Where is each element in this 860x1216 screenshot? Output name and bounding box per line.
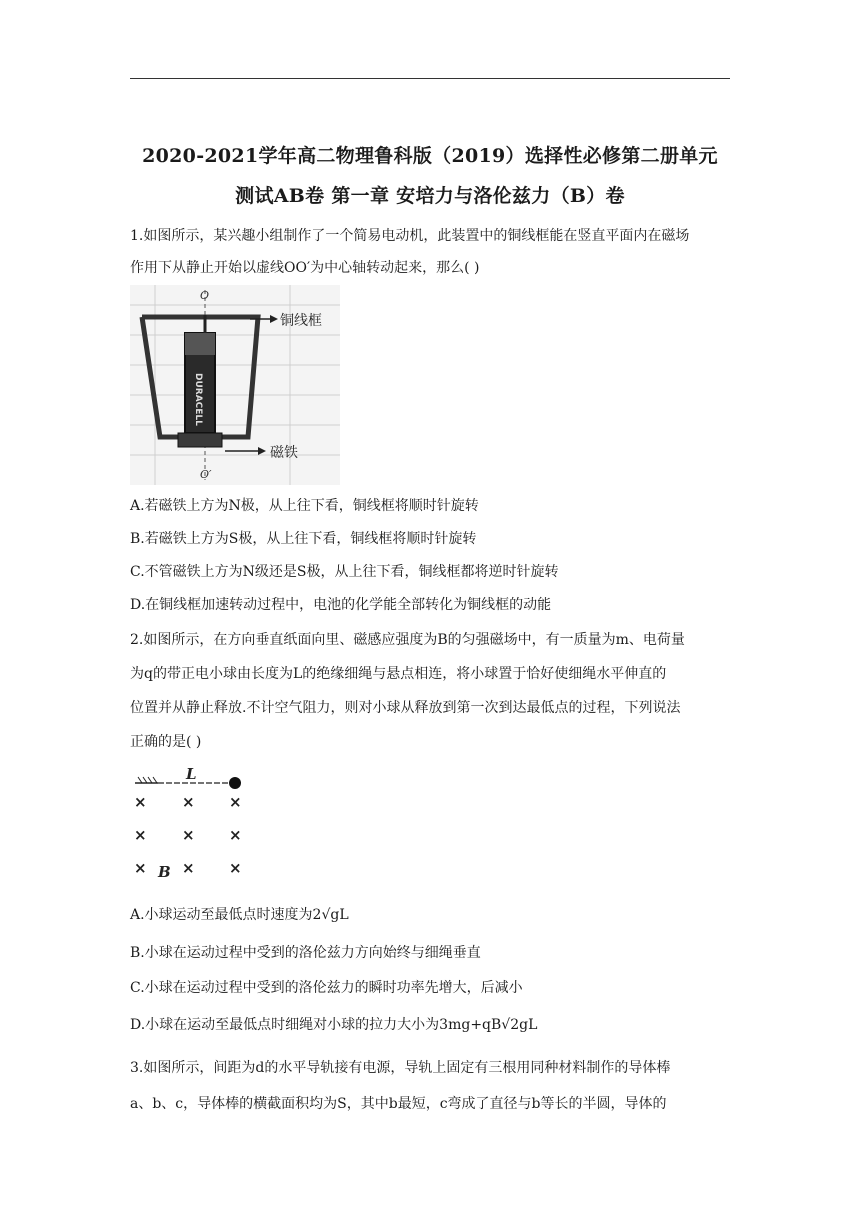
q2-stem-line1: 2.如图所示，在方向垂直纸面向里、磁感应强度为B的匀强磁场中，有一质量为m、电荷量: [130, 632, 685, 648]
q2-stem-line2: 为q的带正电小球由长度为L的绝缘细绳与悬点相连，将小球置于恰好使细绳水平伸直的: [130, 666, 667, 682]
q1-battery-text: DURACELL: [193, 373, 203, 426]
q2-stem-line4: 正确的是( ): [130, 734, 202, 750]
q1-motor-figure: [130, 285, 340, 485]
q2-option-b: B.小球在运动过程中受到的洛伦兹力方向始终与细绳垂直: [130, 945, 481, 961]
q2-label-L: L: [186, 765, 197, 783]
q1-stem-line1: 1.如图所示，某兴趣小组制作了一个简易电动机，此装置中的铜线框能在竖直平面内在磁场: [130, 228, 690, 244]
q2-cross: ×: [182, 826, 195, 844]
q1-option-b: B.若磁铁上方为S极，从上往下看，铜线框将顺时针旋转: [130, 531, 477, 547]
q1-option-d: D.在铜线框加速转动过程中，电池的化学能全部转化为铜线框的动能: [130, 597, 552, 613]
q2-stem-line3: 位置并从静止释放.不计空气阻力，则对小球从释放到第一次到达最低点的过程，下列说法: [130, 700, 681, 716]
q1-label-frame: 铜线框: [280, 313, 322, 329]
q2-cross: ×: [134, 859, 147, 877]
q2-cross: ×: [229, 826, 242, 844]
document-title-line1: 2020-2021学年高二物理鲁科版（2019）选择性必修第二册单元: [142, 145, 718, 167]
q1-option-c: C.不管磁铁上方为N级还是S极，从上往下看，铜线框都将逆时针旋转: [130, 564, 559, 580]
document-title-line2: 测试AB卷 第一章 安培力与洛伦兹力（B）卷: [235, 185, 625, 207]
q2-cross: ×: [229, 793, 242, 811]
q1-label-O-prime: O′: [200, 468, 212, 481]
q1-label-magnet: 磁铁: [270, 445, 298, 461]
q1-label-O: O: [200, 289, 210, 302]
q2-option-a: A.小球运动至最低点时速度为2√gL: [130, 907, 349, 923]
q2-option-d: D.小球在运动至最低点时细绳对小球的拉力大小为3mg+qB√2gL: [130, 1017, 538, 1033]
q2-cross: ×: [229, 859, 242, 877]
q2-cross: ×: [134, 826, 147, 844]
q2-cross: ×: [134, 793, 147, 811]
q1-stem-line2: 作用下从静止开始以虚线OO′为中心轴转动起来，那么( ): [130, 260, 480, 276]
q2-cross: ×: [182, 859, 195, 877]
q2-pendulum-figure: [130, 765, 260, 885]
q2-cross: ×: [182, 793, 195, 811]
q3-stem-line2: a、b、c，导体棒的横截面积均为S，其中b最短，c弯成了直径与b等长的半圆，导体的: [130, 1096, 667, 1112]
header-rule: [130, 78, 730, 79]
q3-stem-line1: 3.如图所示，间距为d的水平导轨接有电源，导轨上固定有三根用同种材料制作的导体棒: [130, 1060, 671, 1076]
q2-option-c: C.小球在运动过程中受到的洛伦兹力的瞬时功率先增大，后减小: [130, 980, 523, 996]
q1-option-a: A.若磁铁上方为N极，从上往下看，铜线框将顺时针旋转: [130, 498, 479, 514]
q2-label-B: B: [158, 863, 171, 881]
